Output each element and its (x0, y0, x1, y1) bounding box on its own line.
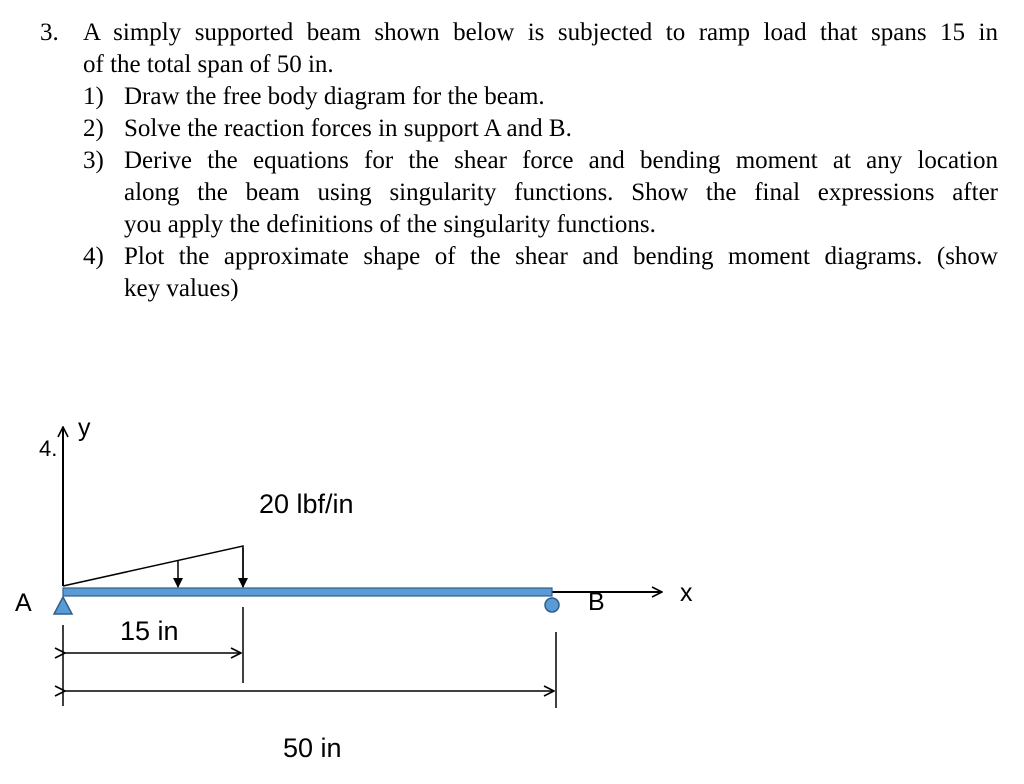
y-axis-label: y (78, 414, 91, 442)
task-4-line-2: key values) (124, 275, 239, 302)
support-b-roller (545, 598, 559, 612)
task-3-line-1: Derive the equations for the shear force and bending moment at any location (124, 147, 998, 174)
ramp-length-label: 15 in (120, 616, 179, 646)
x-axis-label: x (680, 579, 693, 607)
task-4-number: 4) (83, 243, 104, 270)
support-a-pin (54, 597, 72, 614)
task-1-number: 1) (83, 83, 104, 110)
task-3-number: 3) (83, 147, 104, 174)
task-2-line-1: Solve the reaction forces in support A and B. (124, 115, 572, 142)
task-4-line-1: Plot the approximate shape of the shear and bending moment diagrams. (show (124, 243, 998, 270)
problem-statement-line-1: A simply supported beam shown below is subjected to ramp load that spans 15 in (83, 19, 998, 46)
task-3-line-2: along the beam using singularity functions. Show the final expressions after (124, 179, 998, 206)
total-length-label: 50 in (283, 733, 342, 763)
problem-statement-line-2: of the total span of 50 in. (83, 51, 334, 78)
problem-number: 3. (40, 19, 59, 46)
load-label: 20 lbf/in (259, 489, 354, 519)
ramp-load-outline (63, 546, 243, 587)
support-b-label: B (588, 588, 605, 616)
task-1-line-1: Draw the free body diagram for the beam. (124, 83, 545, 110)
stray-label: 4. (39, 436, 58, 461)
support-a-label: A (15, 589, 32, 617)
beam (63, 588, 552, 596)
task-2-number: 2) (83, 115, 104, 142)
task-3-line-3: you apply the definitions of the singularity functions. (124, 211, 656, 238)
